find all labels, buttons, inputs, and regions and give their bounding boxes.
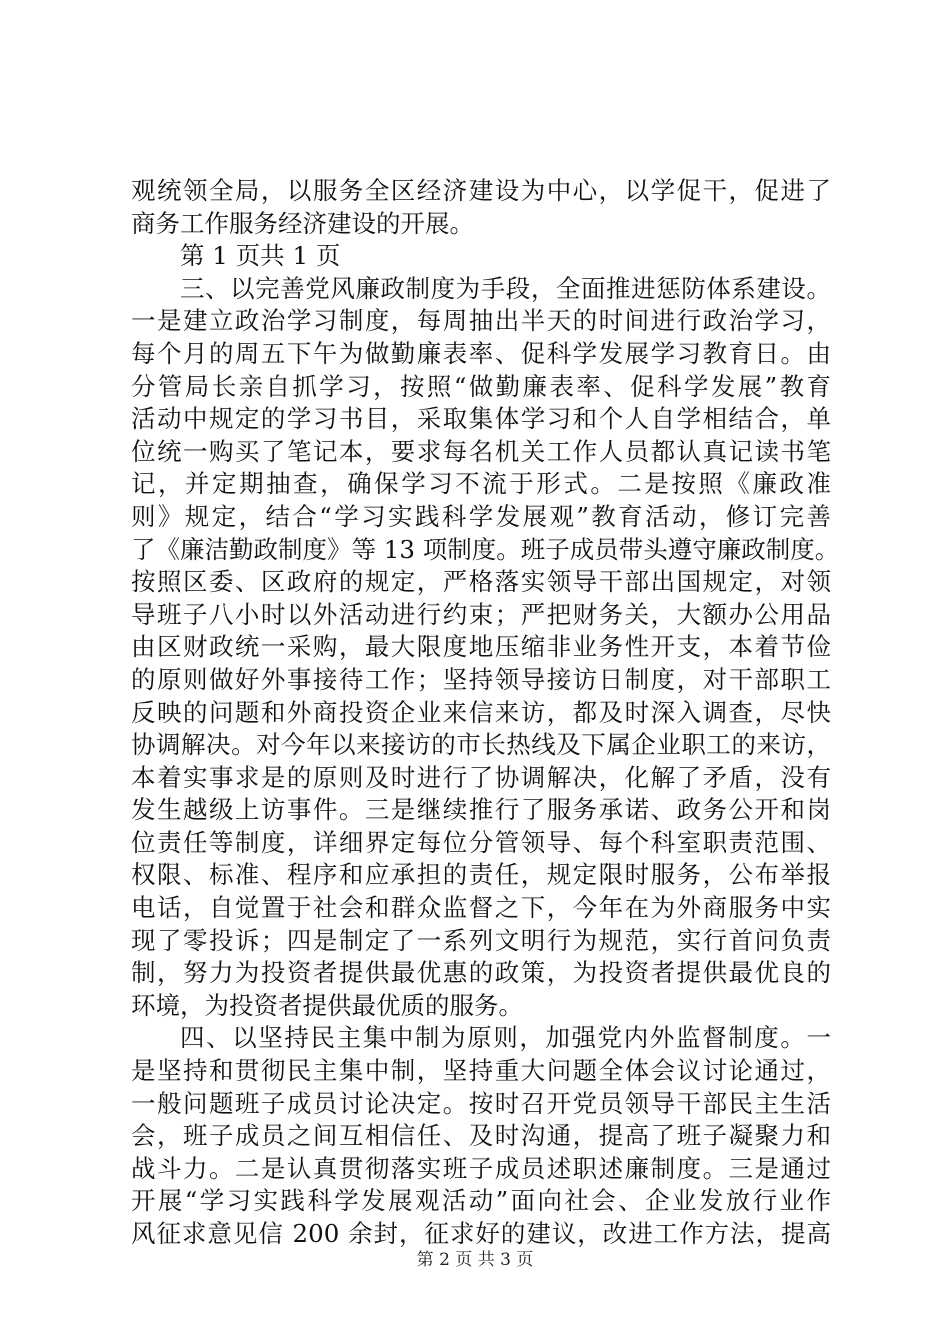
text-line: 权限、标准、程序和应承担的责任，规定限时服务，公布举报 xyxy=(131,860,831,890)
text-line: 位统一购买了笔记本，要求每名机关工作人员都认真记读书笔 xyxy=(131,436,831,466)
text-line: 则》规定，结合“学习实践科学发展观”教育活动，修订完善 xyxy=(131,501,831,531)
text-line: 反映的问题和外商投资企业来信来访，都及时深入调查，尽快 xyxy=(131,697,831,727)
text-line: 了《廉洁勤政制度》等 13 项制度。班子成员带头遵守廉政制度。 xyxy=(131,534,840,564)
text-line: 会，班子成员之间互相信任、及时沟通，提高了班子凝聚力和 xyxy=(131,1121,831,1151)
text-line: 商务工作服务经济建设的开展。 xyxy=(131,208,474,238)
text-line: 三、以完善党风廉政制度为手段，全面推进惩防体系建设。 xyxy=(180,273,831,303)
text-line: 战斗力。二是认真贯彻落实班子成员述职述廉制度。三是通过 xyxy=(131,1153,831,1183)
text-line: 一般问题班子成员讨论决定。按时召开党员领导干部民主生活 xyxy=(131,1088,831,1118)
text-line: 的原则做好外事接待工作；坚持领导接访日制度，对干部职工 xyxy=(131,664,831,694)
text-line: 电话，自觉置于社会和群众监督之下，今年在为外商服务中实 xyxy=(131,893,831,923)
text-line: 风征求意见信 200 余封，征求好的建议，改进工作方法，提高 xyxy=(131,1219,831,1248)
text-line: 是坚持和贯彻民主集中制，坚持重大问题全体会议讨论通过， xyxy=(131,1056,831,1086)
page-number-footer: 第 2 页 共 3 页 xyxy=(416,1250,534,1270)
text-line: 四、以坚持民主集中制为原则，加强党内外监督制度。一 xyxy=(180,1023,831,1053)
text-line: 由区财政统一采购，最大限度地压缩非业务性开支，本着节俭 xyxy=(131,632,831,662)
text-line: 导班子八小时以外活动进行约束；严把财务关，大额办公用品 xyxy=(131,599,831,629)
text-line: 发生越级上访事件。三是继续推行了服务承诺、政务公开和岗 xyxy=(131,795,831,825)
text-line: 观统领全局，以服务全区经济建设为中心，以学促干，促进了 xyxy=(131,176,831,205)
text-line: 活动中规定的学习书目，采取集体学习和个人自学相结合，单 xyxy=(131,404,831,434)
text-line: 环境，为投资者提供最优质的服务。 xyxy=(131,990,523,1020)
text-line: 分管局长亲自抓学习，按照“做勤廉表率、促科学发展”教育 xyxy=(131,371,831,401)
text-line: 现了零投诉；四是制定了一系列文明行为规范，实行首问负责 xyxy=(131,925,831,955)
text-line: 制，努力为投资者提供最优惠的政策，为投资者提供最优良的 xyxy=(131,958,831,988)
text-line: 记，并定期抽查，确保学习不流于形式。二是按照《廉政准 xyxy=(131,469,831,499)
text-line: 本着实事求是的原则及时进行了协调解决，化解了矛盾，没有 xyxy=(131,762,831,792)
text-line: 每个月的周五下午为做勤廉表率、促科学发展学习教育日。由 xyxy=(131,338,831,368)
text-line: 按照区委、区政府的规定，严格落实领导干部出国规定，对领 xyxy=(131,567,831,597)
document-body xyxy=(131,175,840,1251)
text-line: 位责任等制度，详细界定每位分管领导、每个科室职责范围、 xyxy=(131,827,831,857)
text-line: 开展“学习实践科学发展观活动”面向社会、企业发放行业作 xyxy=(131,1186,831,1216)
text-line: 一是建立政治学习制度，每周抽出半天的时间进行政治学习， xyxy=(131,306,831,336)
text-line: 第 1 页共 1 页 xyxy=(180,241,341,271)
text-line: 协调解决。对今年以来接访的市长热线及下属企业职工的来访， xyxy=(131,730,831,760)
